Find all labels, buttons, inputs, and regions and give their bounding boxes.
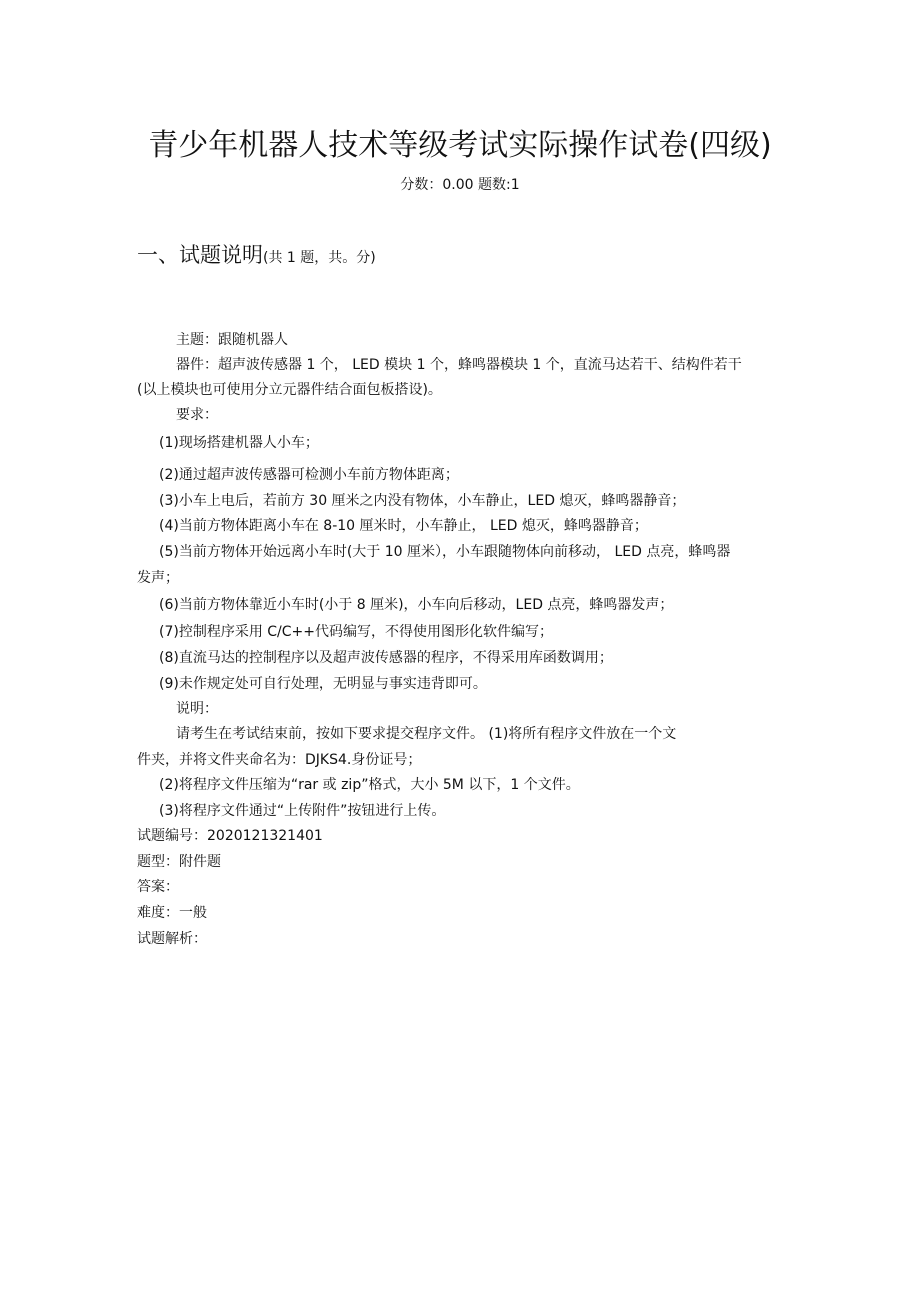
instruction-1-continued: 件夹，并将文件夹命名为：DJKS4.身份证号； — [137, 752, 422, 768]
topic-line: 主题：跟随机器人 — [176, 332, 288, 348]
exam-title: 青少年机器人技术等级考试实际操作试卷(四级) — [148, 128, 772, 163]
requirement-8: (8)直流马达的控制程序以及超声波传感器的程序，不得采用库函数调用； — [159, 650, 613, 666]
requirements-label: 要求： — [176, 407, 218, 423]
components-note-line: (以上模块也可使用分立元器件结合面包板搭设)。 — [137, 382, 442, 398]
requirement-5-continued: 发声； — [137, 570, 179, 586]
question-type: 题型：附件题 — [137, 854, 221, 870]
section-heading — [137, 240, 376, 273]
requirement-7: (7)控制程序采用 C/C++代码编写，不得使用图形化软件编写； — [159, 624, 554, 640]
requirement-5: (5)当前方物体开始远离小车时(大于 10 厘米），小车跟随物体向前移动， LED 点亮，蜂鸣器 — [159, 544, 731, 560]
difficulty: 难度：一般 — [137, 905, 207, 921]
requirement-2: (2)通过超声波传感器可检测小车前方物体距离； — [159, 467, 459, 483]
requirement-4: (4)当前方物体距离小车在 8-10 厘米时，小车静止， LED 熄灭，蜂鸣器静音； — [159, 518, 648, 534]
requirement-3: (3)小车上电后，若前方 30 厘米之内没有物体，小车静止，LED 熄灭，蜂鸣器静音； — [159, 493, 686, 509]
question-id: 试题编号：2020121321401 — [137, 828, 323, 844]
analysis-label: 试题解析： — [137, 931, 207, 947]
components-line: 器件：超声波传感器 1 个， LED 模块 1 个，蜂鸣器模块 1 个，直流马达若干、结构件若干 — [176, 357, 742, 373]
section-note: (共 1 题，共。分) — [263, 250, 376, 266]
requirement-9: (9)未作规定处可自行处理，无明显与事实违背即可。 — [159, 676, 487, 692]
requirement-1: (1)现场搭建机器人小车； — [159, 435, 319, 451]
requirement-6: (6)当前方物体靠近小车时(小于 8 厘米)，小车向后移动，LED 点亮，蜂鸣器发声； — [159, 597, 674, 613]
instruction-intro: 请考生在考试结束前，按如下要求提交程序文件。 (1)将所有程序文件放在一个文 — [176, 726, 677, 742]
answer-label: 答案： — [137, 879, 179, 895]
instructions-label: 说明： — [176, 701, 218, 717]
section-title: 一、试题说明 — [137, 243, 263, 267]
instruction-3: (3)将程序文件通过“上传附件”按钮进行上传。 — [159, 803, 446, 819]
instruction-2: (2)将程序文件压缩为“rar 或 zip”格式，大小 5M 以下，1 个文件。 — [159, 777, 580, 793]
score-question-count: 分数：0.00 题数:1 — [400, 177, 520, 193]
